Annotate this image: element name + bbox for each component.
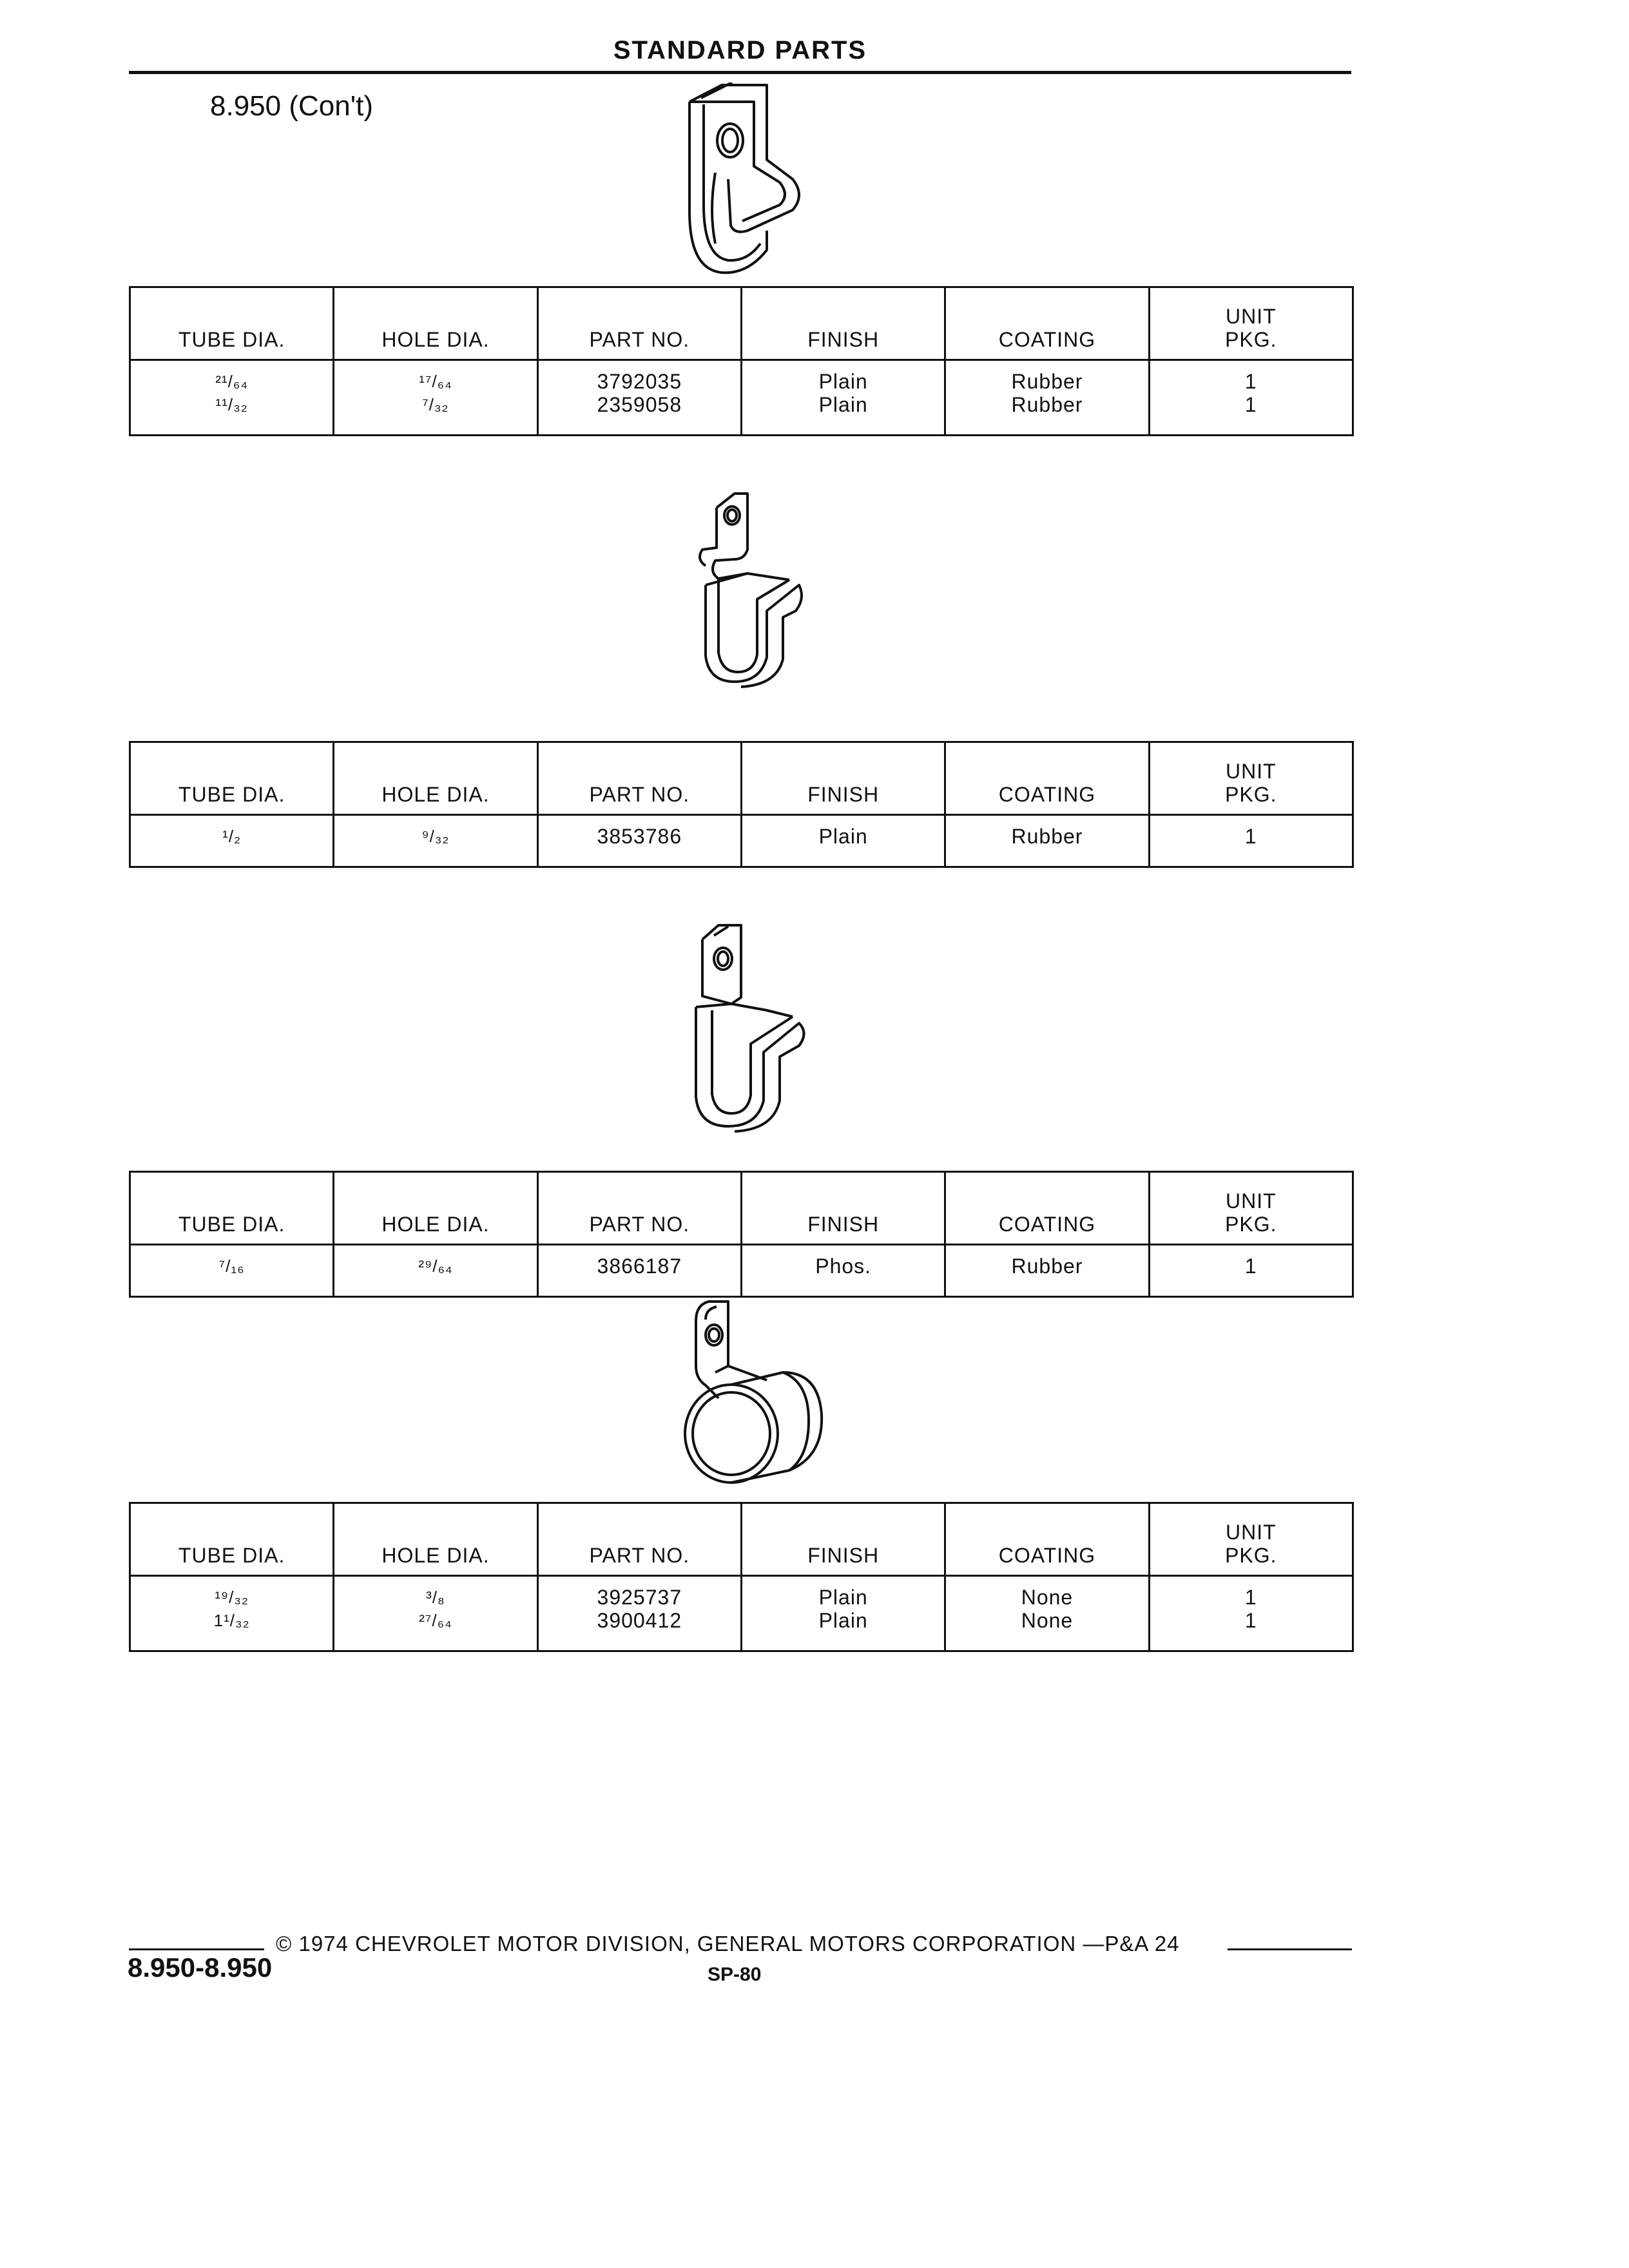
cell-unit-pkg: 1 <box>1149 815 1353 867</box>
cell-tube-dia: ⁷/₁₆ <box>130 1245 334 1297</box>
cell-finish: Plain <box>741 815 945 867</box>
col-finish: FINISH <box>741 287 945 360</box>
col-tube-dia: TUBE DIA. <box>130 287 334 360</box>
col-part-no: PART NO. <box>537 742 741 815</box>
cell-unit-pkg: 1 <box>1149 1576 1353 1610</box>
parts-table-4 <box>129 1502 1354 1652</box>
col-part-no: PART NO. <box>537 287 741 360</box>
page-title: STANDARD PARTS <box>613 36 867 64</box>
table-row <box>130 360 1353 394</box>
col-coating: COATING <box>945 287 1149 360</box>
clip-illustration-3 <box>683 920 818 1133</box>
cell-finish: Phos. <box>741 1245 945 1297</box>
table-row <box>130 1576 1353 1610</box>
cell-hole-dia: ⁹/₃₂ <box>334 815 537 867</box>
cell-hole-dia: ⁷/₃₂ <box>334 393 537 436</box>
clip-illustration-2 <box>670 488 812 688</box>
cell-unit-pkg: 1 <box>1149 1609 1353 1651</box>
cell-hole-dia: ²⁹/₆₄ <box>334 1245 537 1297</box>
cell-coating: None <box>945 1576 1149 1610</box>
cell-part-no: 2359058 <box>537 393 741 436</box>
footer-copyright: © 1974 CHEVROLET MOTOR DIVISION, GENERAL MOTORS CORPORATION —P&A 24 <box>276 1932 1180 1956</box>
col-unit-pkg: UNIT PKG. <box>1149 1503 1353 1576</box>
cell-tube-dia: 1¹/₃₂ <box>130 1609 334 1651</box>
col-coating: COATING <box>945 1172 1149 1245</box>
footer-section-range: 8.950-8.950 <box>128 1952 273 1983</box>
col-coating: COATING <box>945 742 1149 815</box>
footer-page-number: SP-80 <box>708 1964 762 1985</box>
page-header <box>129 31 1351 74</box>
section-label: 8.950 (Con't) <box>210 90 373 122</box>
col-finish: FINISH <box>741 742 945 815</box>
cell-finish: Plain <box>741 1576 945 1610</box>
table-header-row <box>130 287 1353 360</box>
col-coating: COATING <box>945 1503 1149 1576</box>
cell-coating: Rubber <box>945 815 1149 867</box>
col-hole-dia: HOLE DIA. <box>334 1503 537 1576</box>
cell-finish: Plain <box>741 1609 945 1651</box>
cell-hole-dia: ³/₈ <box>334 1576 537 1610</box>
clip-illustration-1 <box>670 82 838 277</box>
table-header-row <box>130 1503 1353 1576</box>
cell-tube-dia: ¹/₂ <box>130 815 334 867</box>
col-part-no: PART NO. <box>537 1172 741 1245</box>
table-row <box>130 393 1353 436</box>
table-header-row <box>130 1172 1353 1245</box>
table-row <box>130 1245 1353 1297</box>
col-part-no: PART NO. <box>537 1503 741 1576</box>
cell-coating: Rubber <box>945 360 1149 394</box>
cell-part-no: 3866187 <box>537 1245 741 1297</box>
col-hole-dia: HOLE DIA. <box>334 1172 537 1245</box>
col-unit-pkg: UNIT PKG. <box>1149 742 1353 815</box>
cell-part-no: 3925737 <box>537 1576 741 1610</box>
col-tube-dia: TUBE DIA. <box>130 1172 334 1245</box>
col-hole-dia: HOLE DIA. <box>334 287 537 360</box>
parts-table-1 <box>129 286 1354 436</box>
cell-finish: Plain <box>741 360 945 394</box>
cell-finish: Plain <box>741 393 945 436</box>
col-finish: FINISH <box>741 1172 945 1245</box>
footer-rule-right <box>1228 1948 1352 1950</box>
col-tube-dia: TUBE DIA. <box>130 1503 334 1576</box>
cell-tube-dia: ¹¹/₃₂ <box>130 393 334 436</box>
parts-table-3 <box>129 1171 1354 1298</box>
cell-coating: Rubber <box>945 393 1149 436</box>
cell-coating: Rubber <box>945 1245 1149 1297</box>
cell-part-no: 3792035 <box>537 360 741 394</box>
cell-unit-pkg: 1 <box>1149 360 1353 394</box>
cell-hole-dia: ²⁷/₆₄ <box>334 1609 537 1651</box>
parts-table-2 <box>129 741 1354 868</box>
cell-tube-dia: ²¹/₆₄ <box>130 360 334 394</box>
table-header-row <box>130 742 1353 815</box>
col-unit-pkg: UNIT PKG. <box>1149 287 1353 360</box>
cell-unit-pkg: 1 <box>1149 1245 1353 1297</box>
table-row <box>130 1609 1353 1651</box>
cell-hole-dia: ¹⁷/₆₄ <box>334 360 537 394</box>
footer-rule-left <box>129 1948 264 1950</box>
col-finish: FINISH <box>741 1503 945 1576</box>
cell-tube-dia: ¹⁹/₃₂ <box>130 1576 334 1610</box>
col-hole-dia: HOLE DIA. <box>334 742 537 815</box>
cell-unit-pkg: 1 <box>1149 393 1353 436</box>
table-row <box>130 815 1353 867</box>
col-unit-pkg: UNIT PKG. <box>1149 1172 1353 1245</box>
cell-coating: None <box>945 1609 1149 1651</box>
col-tube-dia: TUBE DIA. <box>130 742 334 815</box>
clip-illustration-4 <box>670 1295 838 1488</box>
cell-part-no: 3900412 <box>537 1609 741 1651</box>
cell-part-no: 3853786 <box>537 815 741 867</box>
